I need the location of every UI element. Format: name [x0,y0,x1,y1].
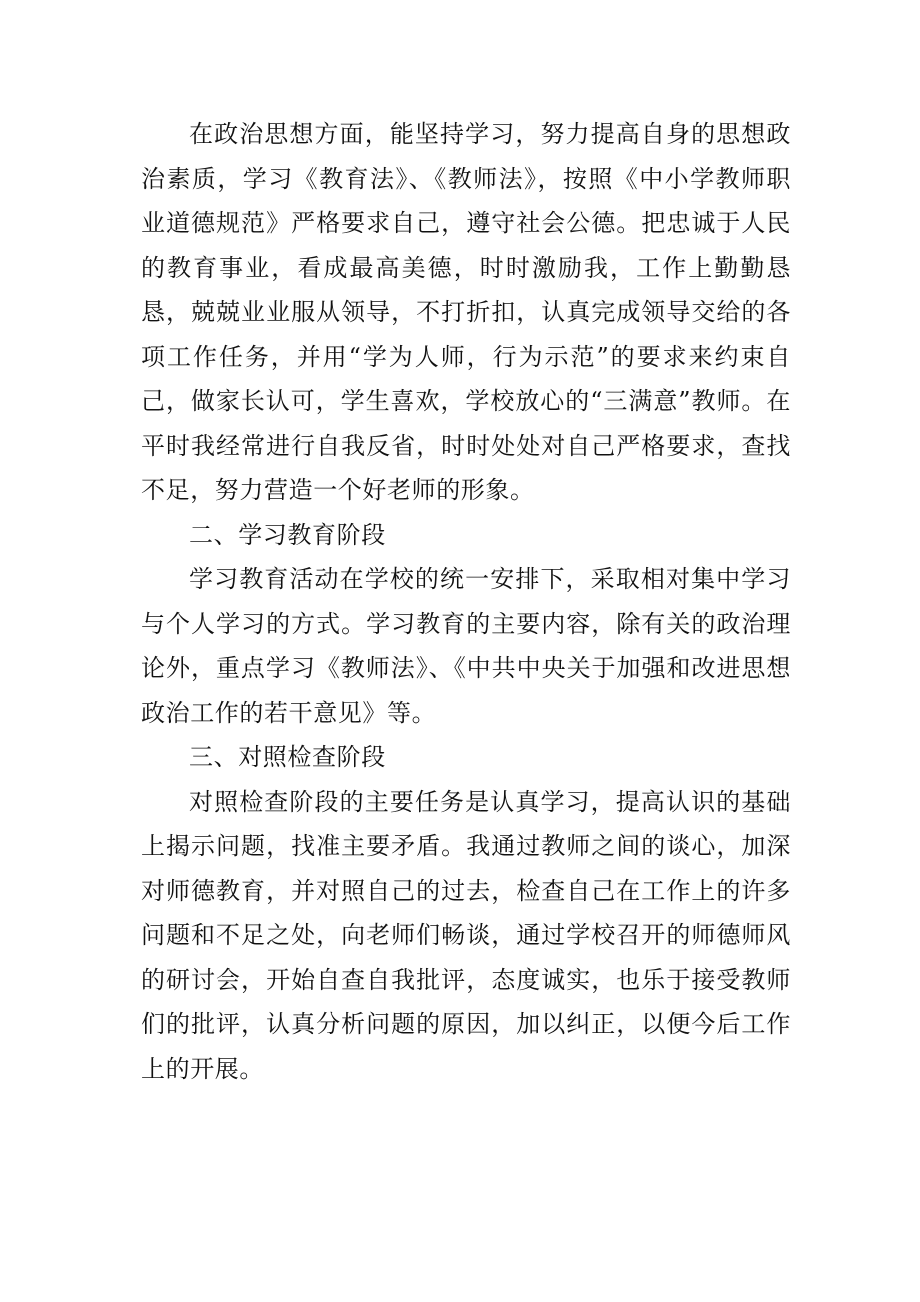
paragraph-self-check: 对照检查阶段的主要任务是认真学习，提高认识的基础上揭示问题，找准主要矛盾。我通过教师之间的谈心，加深对师德教育，并对照自己的过去，检查自己在工作上的许多问题和不足之处，向老师们畅谈，通过学校召开的师德师风的研讨会，开始自查自我批评，态度诚实，也乐于接受教师们的批评，认真分析问题的原因，加以纠正，以便今后工作上的开展。 [141,787,791,1083]
section-heading-study-education: 二、学习教育阶段 [189,520,386,549]
paragraph-political-thought: 在政治思想方面，能坚持学习，努力提高自身的思想政治素质，学习《教育法》、《教师法》，按照《中小学教师职业道德规范》严格要求自己，遵守社会公德。把忠诚于人民的教育事业，看成最高美德，时时激励我，工作上勤勤恳恳，兢兢业业服从领导，不打折扣，认真完成领导交给的各项工作任务，并用“学为人师，行为示范”的要求来约束自己，做家长认可，学生喜欢，学校放心的“三满意”教师。在平时我经常进行自我反省，时时处处对自己严格要求，查找不足，努力营造一个好老师的形象。 [141,120,791,504]
paragraph-study-education: 学习教育活动在学校的统一安排下，采取相对集中学习与个人学习的方式。学习教育的主要内容，除有关的政治理论外，重点学习《教师法》、《中共中央关于加强和改进思想政治工作的若干意见》等。 [141,565,791,727]
section-heading-self-check: 三、对照检查阶段 [189,743,386,771]
document-body [141,112,791,1091]
